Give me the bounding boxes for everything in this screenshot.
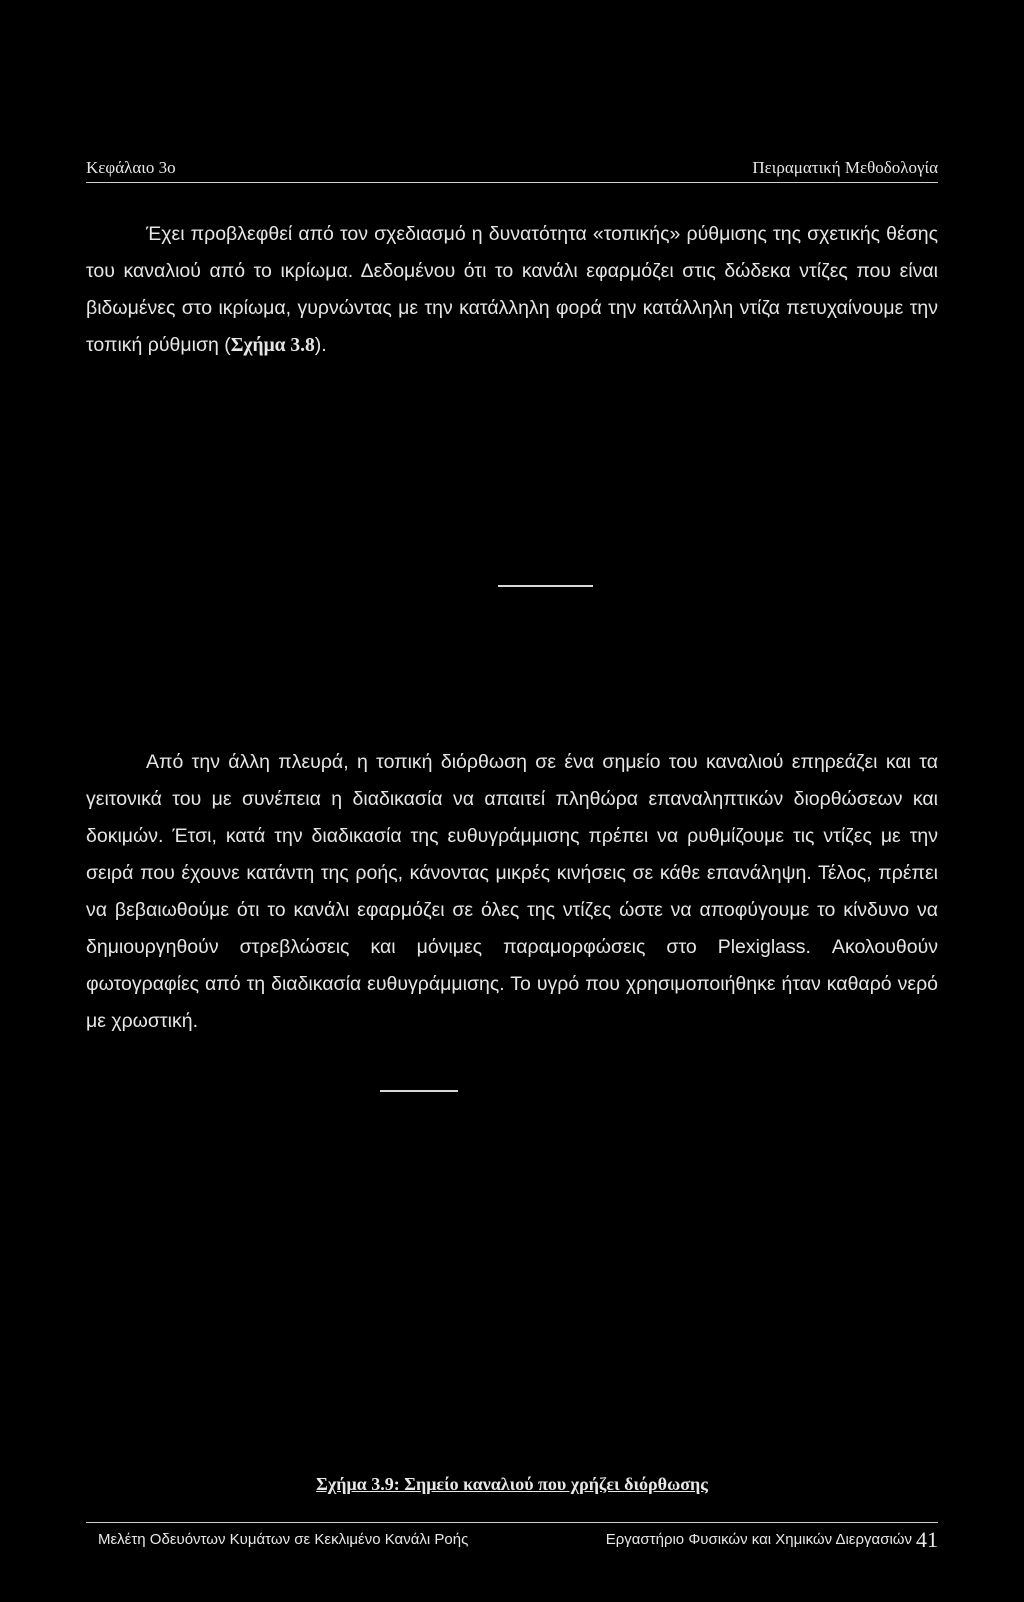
paragraph-1 — [86, 216, 938, 364]
page-number: 41 — [916, 1527, 938, 1552]
footer-lab: Εργαστήριο Φυσικών και Χημικών Διεργασιών — [605, 1531, 912, 1548]
figure-image-remnant — [498, 585, 593, 587]
page-footer — [86, 1522, 938, 1563]
figure-caption: Σχήμα 3.9: Σημείο καναλιού που χρήζει διόρθωσης — [316, 1474, 708, 1494]
figure-image-remnant-2 — [380, 1090, 458, 1092]
paragraph-2 — [86, 744, 938, 1040]
figure-reference: Σχήμα 3.8 — [230, 335, 315, 356]
page-header — [86, 156, 938, 183]
paragraph-1-end: ). — [314, 334, 327, 356]
paragraph-2-text: Από την άλλη πλευρά, η τοπική διόρθωση σε ένα σημείο του καναλιού επηρεάζει και τα γειτονικά του με συνέπεια η διαδικασία να απαιτεί πληθώρα επαναληπτικών διορθώσεων και δοκιμών. Έτσι, κατά την διαδικασία της ευθυγράμμισης πρέπει να ρυθμίζουμε τις ντίζες με την σειρά που έχουνε κατάντη της ροής, κάνοντας μικρές κινήσεις σε κάθε επανάληψη. Τέλος, πρέπει να βεβαιωθούμε ότι το κανάλι εφαρμόζει σε όλες της ντίζες ώστε να αποφύγουμε το κίνδυνο να δημιουργηθούν στρεβλώσεις και μόνιμες παραμορφώσεις στο Plexiglass. Ακολουθούν φωτογραφίες από τη διαδικασία ευθυγράμμισης. Το υγρό που χρησιμοποιήθηκε ήταν καθαρό νερό με χρωστική. — [86, 751, 938, 1032]
chapter-label: Κεφάλαιο 3ο — [86, 158, 176, 177]
section-label: Πειραματική Μεθοδολογία — [752, 158, 938, 177]
paragraph-1-text: Έχει προβλεφθεί από τον σχεδιασμό η δυνατότητα «τοπικής» ρύθμισης της σχετικής θέσης του καναλιού από το ικρίωμα. Δεδομένου ότι το κανάλι εφαρμόζει στις δώδεκα ντίζες που είναι βιδωμένες στο ικρίωμα, γυρνώντας με την κατάλληλη φορά την κατάλληλη ντίζα πετυχαίνουμε την τοπική ρύθμιση ( — [86, 223, 938, 356]
footer-title: Μελέτη Οδευόντων Κυμάτων σε Κεκλιμένο Κανάλι Ροής — [98, 1531, 469, 1548]
